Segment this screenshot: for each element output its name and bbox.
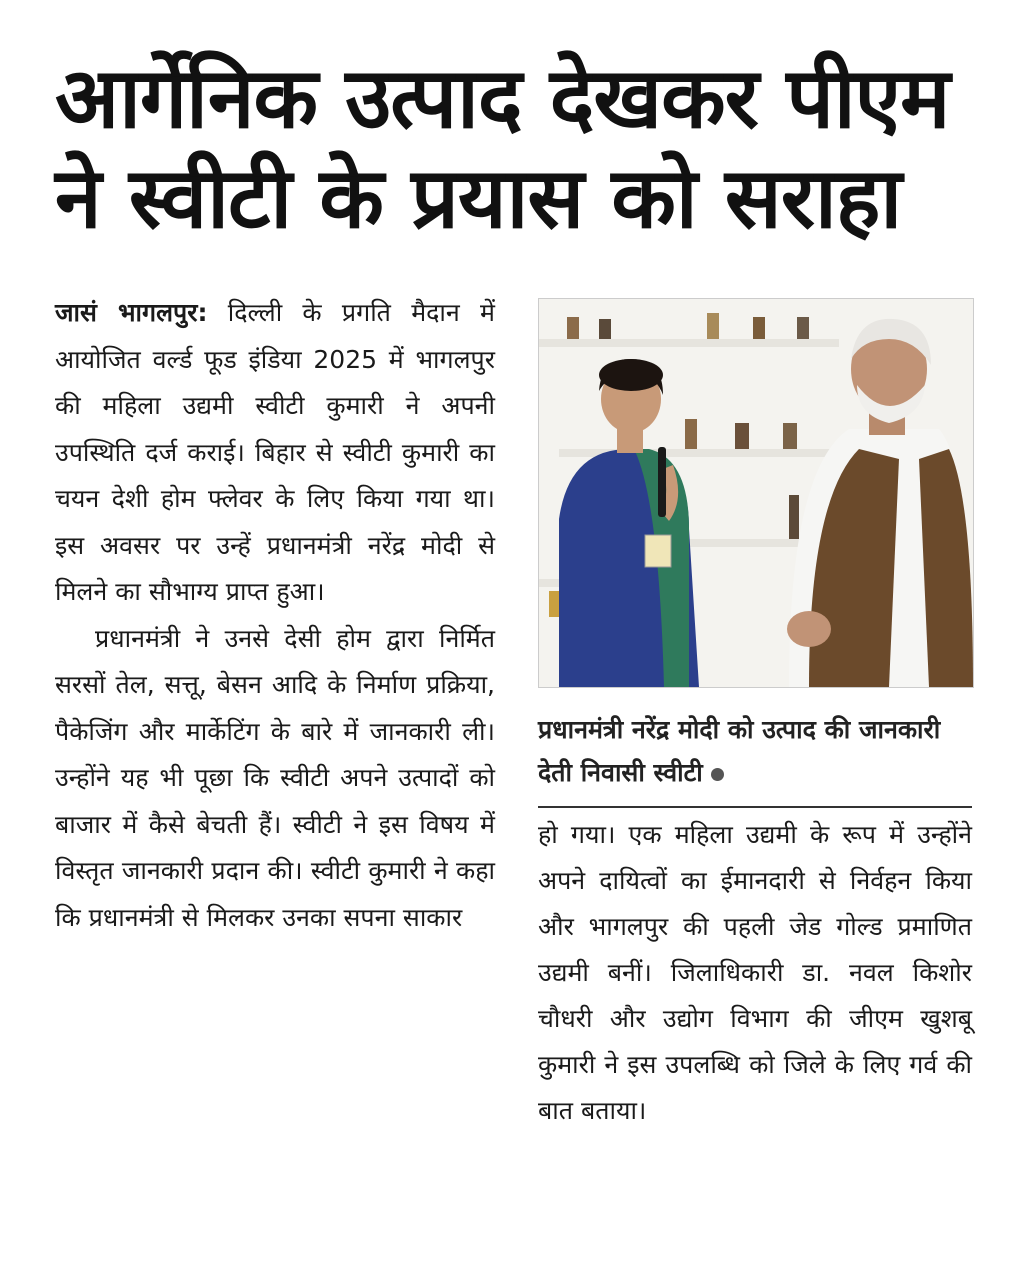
article-left-column — [55, 290, 495, 941]
article-right-column — [538, 812, 972, 1134]
headline-line-2: ने स्वीटी के प्रयास को सराहा — [55, 149, 902, 247]
product-pack — [753, 317, 765, 339]
photo-caption — [538, 708, 978, 794]
paragraph-1-text: दिल्ली के प्रगति मैदान में आयोजित वर्ल्ड फूड इंडिया 2025 में भागलपुर की महिला उद्यमी स्वीटी कुमारी ने अपनी उपस्थिति दर्ज कराई। बिहार से स्वीटी कुमारी का चयन देशी होम फ्लेवर के लिए किया गया था। इस अवसर पर उन्हें प्रधानमंत्री नरेंद्र मोदी से मिलने का सौभाग्य प्राप्त हुआ। — [55, 298, 495, 606]
caption-text: प्रधानमंत्री नरेंद्र मोदी को उत्पाद की जानकारी देती निवासी स्वीटी — [538, 715, 941, 787]
badge — [645, 535, 671, 567]
headline-line-1: आर्गेनिक उत्पाद देखकर पीएम — [55, 49, 950, 147]
article-paragraph-2: प्रधानमंत्री ने उनसे देसी होम द्वारा निर्मित सरसों तेल, सत्तू, बेसन आदि के निर्माण प्रक्रिया, पैकेजिंग और मार्केटिंग के बारे में जानकारी ली। उन्होंने यह भी पूछा कि स्वीटी अपने उत्पादों को बाजार में कैसे बेचती हैं। स्वीटी ने इस विषय में विस्तृत जानकारी प्रदान की। स्वीटी कुमारी ने कहा कि प्रधानमंत्री से मिलकर उनका सपना साकार — [55, 623, 495, 932]
headline — [55, 48, 995, 248]
news-photo — [538, 298, 974, 688]
photo-illustration — [539, 299, 973, 687]
shelf — [539, 339, 839, 347]
caption-divider — [538, 806, 972, 808]
microphone-icon — [658, 447, 666, 517]
product-pack — [797, 317, 809, 339]
product-pack — [735, 423, 749, 449]
product-pack — [685, 419, 697, 449]
product-pack — [707, 313, 719, 339]
product-pack — [789, 495, 799, 539]
article-paragraph-1 — [55, 290, 495, 616]
dateline: जासं भागलपुर: — [55, 298, 208, 327]
product-pack — [783, 423, 797, 449]
product-pack — [599, 319, 611, 339]
product-pack — [567, 317, 579, 339]
bullet-dot-icon — [711, 768, 724, 781]
article-paragraph-3: हो गया। एक महिला उद्यमी के रूप में उन्होंने अपने दायित्वों का ईमानदारी से निर्वहन किया और भागलपुर की पहली जेड गोल्ड प्रमाणित उद्यमी बनीं। जिलाधिकारी डा. नवल किशोर चौधरी और उद्योग विभाग की जीएम खुशबू कुमारी ने इस उपलब्धि को जिले के लिए गर्व की बात बताया। — [538, 820, 972, 1125]
